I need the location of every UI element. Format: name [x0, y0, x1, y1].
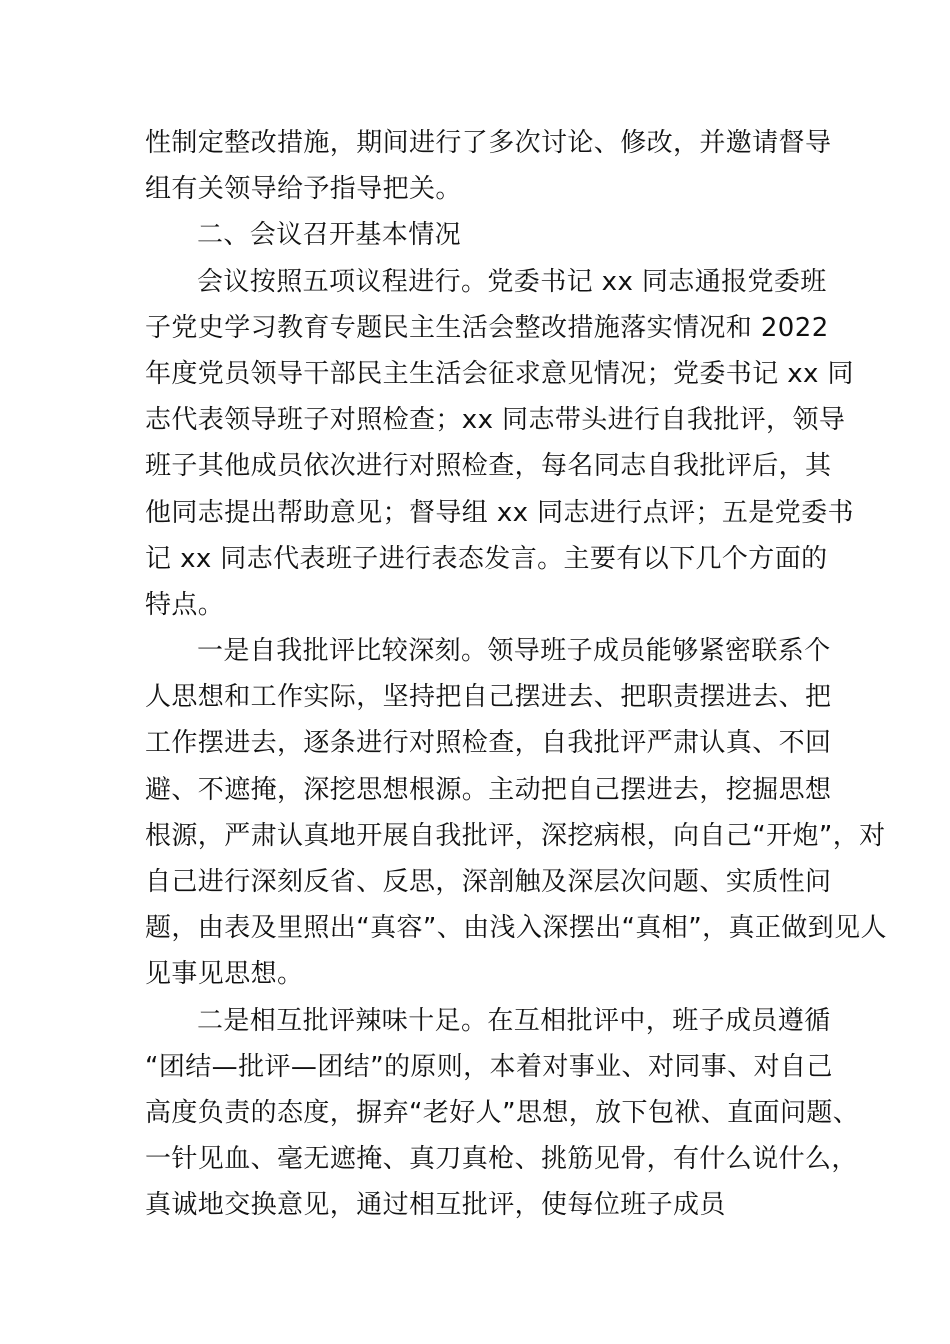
document-body	[145, 120, 887, 1229]
text-line: “团结—批评—团结”的原则，本着对事业、对同事、对自己	[145, 1051, 833, 1082]
text-line: 一是自我批评比较深刻。领导班子成员能够紧密联系个	[197, 636, 831, 667]
text-line: 二是相互批评辣味十足。在互相批评中，班子成员遵循	[197, 1005, 831, 1036]
section-heading: 二、会议召开基本情况	[197, 220, 462, 251]
text-line: 性制定整改措施，期间进行了多次讨论、修改，并邀请督导	[145, 128, 832, 158]
text-line: 人思想和工作实际，坚持把自己摆进去、把职责摆进去、把	[145, 682, 832, 713]
text-line: 高度负责的态度，摒弃“老好人”思想，放下包袱、直面问题、	[145, 1097, 860, 1128]
text-line: 记 xx 同志代表班子进行表态发言。主要有以下几个方面的	[145, 543, 828, 574]
text-line: 根源，严肃认真地开展自我批评，深挖病根，向自己“开炮”，对	[145, 820, 886, 851]
text-line: 自己进行深刻反省、反思，深剖触及深层次问题、实质性问	[145, 867, 832, 897]
text-line: 他同志提出帮助意见；督导组 xx 同志进行点评；五是党委书	[145, 497, 854, 528]
text-line: 避、不遮掩，深挖思想根源。主动把自己摆进去，挖掘思想	[145, 774, 832, 805]
text-line: 特点。	[145, 589, 225, 620]
text-line: 一针见血、毫无遮掩、真刀真枪、挑筋见骨，有什么说什么，	[145, 1144, 858, 1175]
text-line: 会议按照五项议程进行。党委书记 xx 同志通报党委班	[197, 266, 827, 297]
text-line: 子党史学习教育专题民主生活会整改措施落实情况和 2022	[145, 312, 829, 343]
text-line: 组有关领导给予指导把关。	[145, 174, 462, 205]
text-line: 班子其他成员依次进行对照检查，每名同志自我批评后，其	[145, 451, 832, 482]
text-line: 真诚地交换意见，通过相互批评，使每位班子成员	[145, 1190, 726, 1221]
text-line: 年度党员领导干部民主生活会征求意见情况；党委书记 xx 同	[145, 358, 854, 389]
text-line: 题，由表及里照出“真容”、由浅入深摆出“真相”，真正做到见人	[145, 913, 887, 944]
text-line: 志代表领导班子对照检查；xx 同志带头进行自我批评，领导	[145, 405, 846, 436]
text-line: 工作摆进去，逐条进行对照检查，自我批评严肃认真、不回	[145, 728, 832, 759]
text-line: 见事见思想。	[145, 959, 304, 990]
